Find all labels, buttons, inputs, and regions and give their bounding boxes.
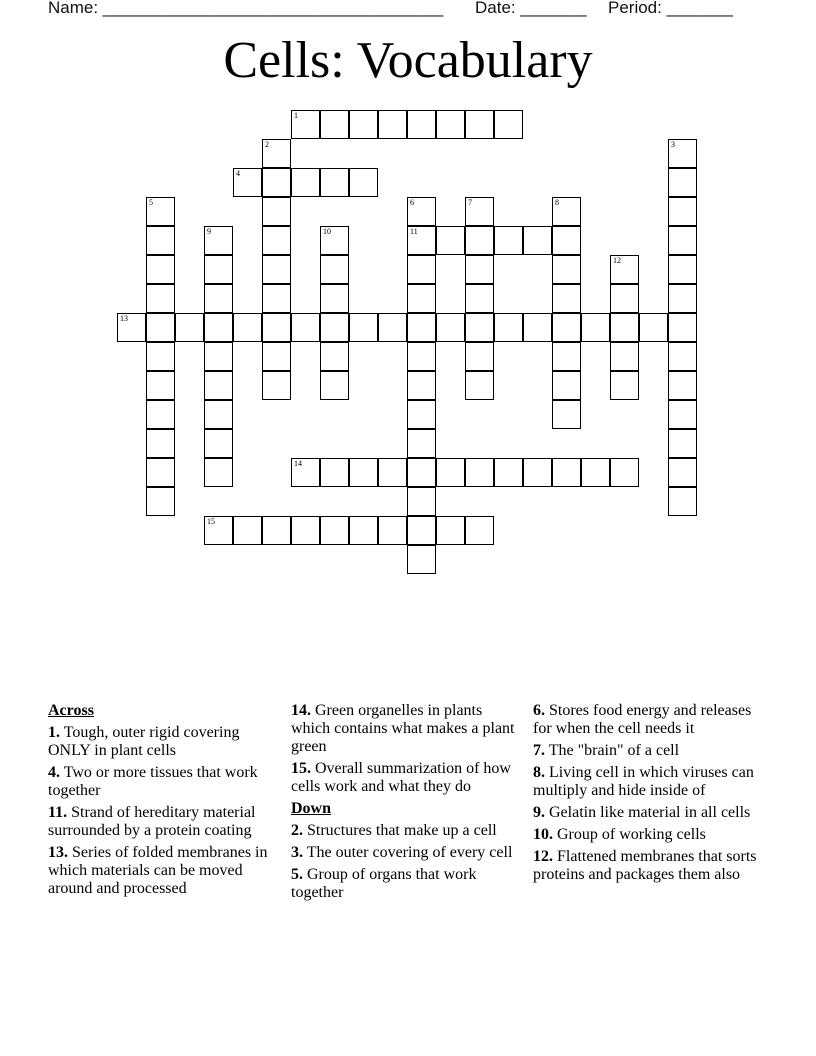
- grid-cell[interactable]: [436, 226, 465, 255]
- grid-cell[interactable]: [494, 110, 523, 139]
- grid-cell[interactable]: [610, 342, 639, 371]
- clue-text: Green organelles in plants which contains what makes a plant green: [291, 702, 515, 755]
- grid-cell[interactable]: [320, 342, 349, 371]
- grid-cell[interactable]: [204, 458, 233, 487]
- clue-number: 5: [291, 866, 299, 883]
- grid-cell[interactable]: [465, 110, 494, 139]
- cell-number: 8: [555, 198, 559, 207]
- clue-number: 8: [533, 764, 541, 781]
- grid-cell[interactable]: [668, 487, 697, 516]
- grid-cell[interactable]: [204, 342, 233, 371]
- grid-cell[interactable]: [668, 429, 697, 458]
- grid-cell[interactable]: [668, 139, 697, 168]
- clue-text: The outer covering of every cell: [306, 844, 513, 861]
- grid-cell[interactable]: [146, 487, 175, 516]
- grid-cell[interactable]: [494, 458, 523, 487]
- clue-down-12: 12. Flattened membranes that sorts proteins and packages them also: [533, 848, 757, 883]
- cell-number: 14: [294, 459, 302, 468]
- cell-number: 7: [468, 198, 472, 207]
- grid-cell[interactable]: [552, 400, 581, 429]
- grid-cell[interactable]: [465, 197, 494, 226]
- clue-across-14: 14. Green organelles in plants which contains what makes a plant green: [291, 702, 515, 755]
- grid-cell[interactable]: [204, 284, 233, 313]
- clue-number: 13: [48, 844, 64, 861]
- clue-text: Overall summarization of how cells work and what they do: [291, 760, 511, 795]
- grid-cell[interactable]: [552, 342, 581, 371]
- clue-number: 11: [48, 804, 64, 821]
- grid-cell[interactable]: [465, 516, 494, 545]
- grid-cell[interactable]: [146, 197, 175, 226]
- grid-cell[interactable]: [262, 342, 291, 371]
- grid-cell[interactable]: [639, 313, 668, 342]
- clue-down-8: 8. Living cell in which viruses can multiply and hide inside of: [533, 764, 754, 799]
- grid-cell[interactable]: [668, 313, 697, 342]
- grid-cell[interactable]: [349, 458, 378, 487]
- grid-cell[interactable]: [291, 516, 320, 545]
- grid-cell[interactable]: [320, 516, 349, 545]
- grid-cell[interactable]: [668, 284, 697, 313]
- grid-cell[interactable]: [465, 255, 494, 284]
- clue-number: 4: [48, 764, 56, 781]
- clue-text: Group of working cells: [557, 826, 706, 843]
- grid-cell[interactable]: [349, 168, 378, 197]
- grid-cell[interactable]: [610, 284, 639, 313]
- grid-cell[interactable]: [204, 516, 233, 545]
- clue-text: Living cell in which viruses can multiply and hide inside of: [533, 764, 754, 799]
- grid-cell[interactable]: [407, 371, 436, 400]
- date-field[interactable]: Date: _______: [475, 0, 587, 17]
- grid-cell[interactable]: [494, 313, 523, 342]
- cell-number: 2: [265, 140, 269, 149]
- grid-cell[interactable]: [146, 400, 175, 429]
- grid-cell[interactable]: [262, 139, 291, 168]
- clue-number: 6: [533, 702, 541, 719]
- grid-cell[interactable]: [407, 226, 436, 255]
- clue-number: 2: [291, 822, 299, 839]
- grid-cell[interactable]: [407, 255, 436, 284]
- grid-cell[interactable]: [378, 516, 407, 545]
- grid-cell[interactable]: [407, 458, 436, 487]
- clue-number: 9: [533, 804, 541, 821]
- clue-text: Structures that make up a cell: [307, 822, 497, 839]
- grid-cell[interactable]: [320, 110, 349, 139]
- grid-cell[interactable]: [262, 313, 291, 342]
- grid-cell[interactable]: [552, 371, 581, 400]
- clue-text: Group of organs that work together: [291, 866, 477, 901]
- grid-cell[interactable]: [146, 458, 175, 487]
- grid-cell[interactable]: [146, 429, 175, 458]
- grid-cell[interactable]: [407, 487, 436, 516]
- clue-number: 3: [291, 844, 299, 861]
- grid-cell[interactable]: [552, 255, 581, 284]
- grid-cell[interactable]: [465, 313, 494, 342]
- grid-cell[interactable]: [610, 255, 639, 284]
- grid-cell[interactable]: [523, 226, 552, 255]
- clue-text: Series of folded membranes in which materials can be moved around and processed: [48, 844, 268, 897]
- grid-cell[interactable]: [262, 255, 291, 284]
- cell-number: 1: [294, 111, 298, 120]
- grid-cell[interactable]: [407, 545, 436, 574]
- clue-down-7: 7. The "brain" of a cell: [533, 742, 680, 759]
- grid-cell[interactable]: [407, 429, 436, 458]
- grid-cell[interactable]: [320, 313, 349, 342]
- grid-cell[interactable]: [465, 342, 494, 371]
- grid-cell[interactable]: [320, 284, 349, 313]
- grid-cell[interactable]: [117, 313, 146, 342]
- grid-cell[interactable]: [233, 313, 262, 342]
- grid-cell[interactable]: [436, 516, 465, 545]
- grid-cell[interactable]: [262, 226, 291, 255]
- grid-cell[interactable]: [668, 342, 697, 371]
- grid-cell[interactable]: [610, 371, 639, 400]
- cell-number: 5: [149, 198, 153, 207]
- grid-cell[interactable]: [233, 516, 262, 545]
- grid-cell[interactable]: [465, 284, 494, 313]
- clue-number: 7: [533, 742, 541, 759]
- grid-cell[interactable]: [291, 313, 320, 342]
- grid-cell[interactable]: [320, 168, 349, 197]
- clue-across-15: 15. Overall summarization of how cells work and what they do: [291, 760, 511, 795]
- grid-cell[interactable]: [552, 284, 581, 313]
- clue-down-10: 10. Group of working cells: [533, 826, 706, 843]
- grid-cell[interactable]: [552, 458, 581, 487]
- grid-cell[interactable]: [204, 313, 233, 342]
- clue-down-2: 2. Structures that make up a cell: [291, 822, 497, 839]
- cell-number: 15: [207, 517, 215, 526]
- grid-cell[interactable]: [552, 226, 581, 255]
- clue-number: 12: [533, 848, 549, 865]
- grid-cell[interactable]: [668, 400, 697, 429]
- clue-column-2: [291, 702, 523, 906]
- grid-cell[interactable]: [668, 371, 697, 400]
- grid-cell[interactable]: [320, 371, 349, 400]
- grid-cell[interactable]: [407, 400, 436, 429]
- grid-cell[interactable]: [378, 313, 407, 342]
- grid-cell[interactable]: [610, 458, 639, 487]
- grid-cell[interactable]: [668, 458, 697, 487]
- grid-cell[interactable]: [146, 313, 175, 342]
- cell-number: 10: [323, 227, 331, 236]
- clue-number: 10: [533, 826, 549, 843]
- grid-cell[interactable]: [407, 516, 436, 545]
- grid-cell[interactable]: [581, 313, 610, 342]
- grid-cell[interactable]: [204, 429, 233, 458]
- grid-cell[interactable]: [407, 342, 436, 371]
- grid-cell[interactable]: [146, 255, 175, 284]
- cell-number: 3: [671, 140, 675, 149]
- clue-text: The "brain" of a cell: [548, 742, 680, 759]
- grid-cell[interactable]: [349, 110, 378, 139]
- grid-cell[interactable]: [146, 226, 175, 255]
- grid-cell[interactable]: [436, 110, 465, 139]
- grid-cell[interactable]: [291, 110, 320, 139]
- clue-number: 14: [291, 702, 307, 719]
- clue-across-11: 11. Strand of hereditary material surrounded by a protein coating: [48, 804, 256, 839]
- grid-cell[interactable]: [581, 458, 610, 487]
- grid-cell[interactable]: [465, 458, 494, 487]
- grid-cell[interactable]: [668, 255, 697, 284]
- cell-number: 11: [410, 227, 418, 236]
- grid-cell[interactable]: [204, 255, 233, 284]
- cell-number: 6: [410, 198, 414, 207]
- grid-cell[interactable]: [146, 371, 175, 400]
- clue-down-3: 3. The outer covering of every cell: [291, 844, 513, 861]
- grid-cell[interactable]: [407, 197, 436, 226]
- grid-cell[interactable]: [204, 371, 233, 400]
- cell-number: 13: [120, 314, 128, 323]
- grid-cell[interactable]: [407, 110, 436, 139]
- clue-across-4: 4. Two or more tissues that work together: [48, 764, 258, 799]
- clue-text: Tough, outer rigid covering ONLY in plant cells: [48, 724, 240, 759]
- grid-cell[interactable]: [610, 313, 639, 342]
- clue-column-1: [48, 702, 280, 902]
- grid-cell[interactable]: [233, 168, 262, 197]
- grid-cell[interactable]: [175, 313, 204, 342]
- clue-across-13: 13. Series of folded membranes in which materials can be moved around and processed: [48, 844, 268, 897]
- grid-cell[interactable]: [523, 313, 552, 342]
- grid-cell[interactable]: [668, 197, 697, 226]
- grid-cell[interactable]: [465, 371, 494, 400]
- grid-cell[interactable]: [291, 168, 320, 197]
- worksheet-title: Cells: Vocabulary: [223, 32, 593, 89]
- grid-cell[interactable]: [465, 226, 494, 255]
- clue-text: Strand of hereditary material surrounded by a protein coating: [48, 804, 256, 839]
- cell-number: 12: [613, 256, 621, 265]
- grid-cell[interactable]: [262, 197, 291, 226]
- grid-cell[interactable]: [204, 226, 233, 255]
- grid-cell[interactable]: [668, 226, 697, 255]
- grid-cell[interactable]: [552, 313, 581, 342]
- grid-cell[interactable]: [378, 110, 407, 139]
- grid-cell[interactable]: [378, 458, 407, 487]
- grid-cell[interactable]: [204, 400, 233, 429]
- grid-cell[interactable]: [552, 197, 581, 226]
- grid-cell[interactable]: [436, 458, 465, 487]
- clue-list: [48, 702, 778, 1002]
- grid-cell[interactable]: [407, 284, 436, 313]
- cell-number: 4: [236, 169, 240, 178]
- cell-number: 9: [207, 227, 211, 236]
- clue-text: Flattened membranes that sorts proteins and packages them also: [533, 848, 757, 883]
- clue-number: 15: [291, 760, 307, 777]
- grid-cell[interactable]: [349, 516, 378, 545]
- clue-across-1: 1. Tough, outer rigid covering ONLY in plant cells: [48, 724, 240, 759]
- grid-cell[interactable]: [262, 168, 291, 197]
- grid-cell[interactable]: [668, 168, 697, 197]
- grid-cell[interactable]: [262, 284, 291, 313]
- grid-cell[interactable]: [494, 226, 523, 255]
- grid-cell[interactable]: [320, 458, 349, 487]
- grid-cell[interactable]: [262, 371, 291, 400]
- grid-cell[interactable]: [291, 458, 320, 487]
- grid-cell[interactable]: [262, 516, 291, 545]
- down-heading: Down: [291, 800, 332, 817]
- grid-cell[interactable]: [146, 284, 175, 313]
- clue-text: Gelatin like material in all cells: [549, 804, 751, 821]
- clue-down-6: 6. Stores food energy and releases for when the cell needs it: [533, 702, 752, 737]
- name-field[interactable]: Name: ____________________________________: [48, 0, 444, 17]
- grid-cell[interactable]: [349, 313, 378, 342]
- clue-column-3: [533, 702, 765, 888]
- clue-down-9: 9. Gelatin like material in all cells: [533, 804, 751, 821]
- grid-cell[interactable]: [523, 458, 552, 487]
- clue-text: Stores food energy and releases for when the cell needs it: [533, 702, 752, 737]
- grid-cell[interactable]: [407, 313, 436, 342]
- grid-cell[interactable]: [320, 226, 349, 255]
- across-heading: Across: [48, 702, 94, 719]
- grid-cell[interactable]: [146, 342, 175, 371]
- clue-text: Two or more tissues that work together: [48, 764, 258, 799]
- period-field[interactable]: Period: _______: [608, 0, 733, 17]
- clue-down-5: 5. Group of organs that work together: [291, 866, 477, 901]
- grid-cell[interactable]: [436, 313, 465, 342]
- clue-number: 1: [48, 724, 56, 741]
- grid-cell[interactable]: [320, 255, 349, 284]
